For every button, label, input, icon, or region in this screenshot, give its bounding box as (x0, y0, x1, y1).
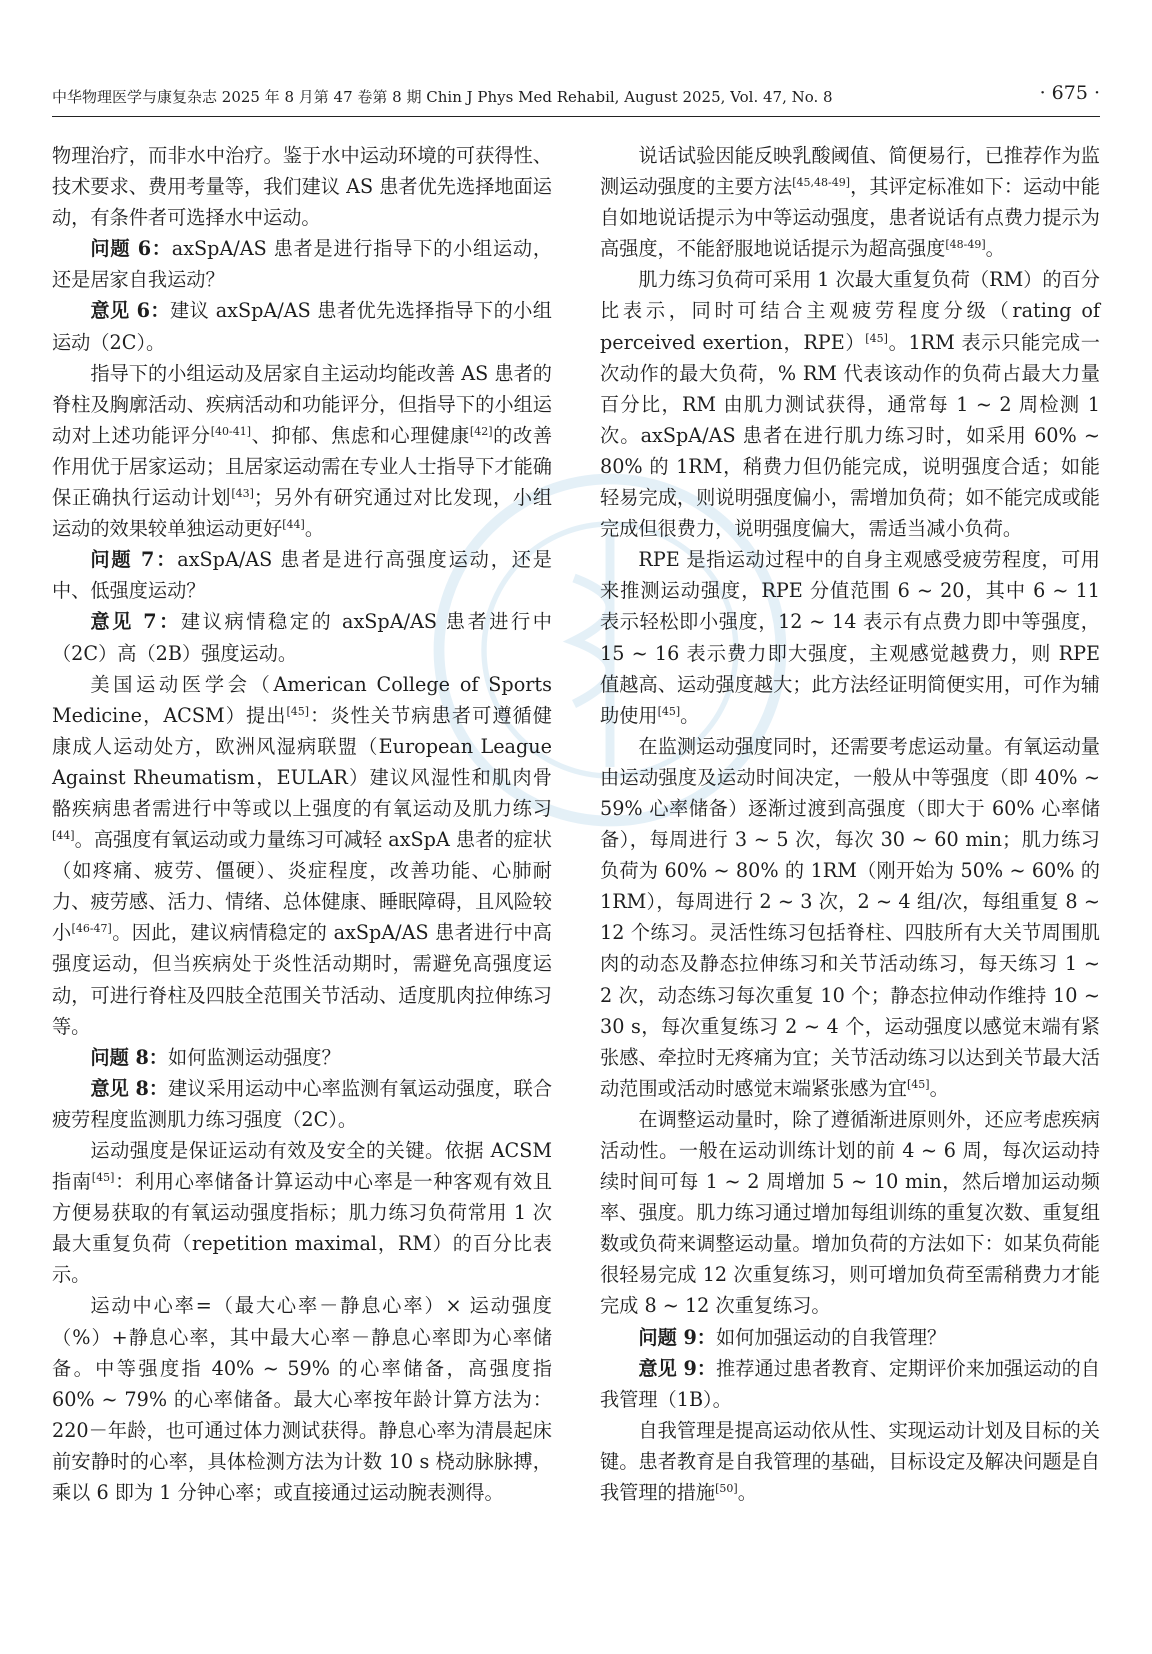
body-paragraph: 美国运动医学会（American College of Sports Medicine，ACSM）提出[45]：炎性关节病患者可遵循健康成人运动处方，欧洲风湿病联盟（European League Against Rheumatism，EULAR）建议风湿性和肌肉骨骼疾病患者需进行中等或以上强度的有氧运动及肌力练习[44]。高强度有氧运动或力量练习可减轻 axSpA 患者的症状（如疼痛、疲劳、僵硬）、炎症程度，改善功能、心肺耐力、疲劳感、活力、情绪、总体健康、睡眠障碍，且风险较小[46-47]。因此，建议病情稳定的 axSpA/AS 患者进行中高强度运动，但当疾病处于炎性活动期时，需避免高强度运动，可进行脊柱及四肢全范围关节活动、适度肌肉拉伸练习等。 (52, 672, 552, 1038)
question-label: 意见 7： (90, 610, 181, 634)
citation-ref: [44] (282, 518, 305, 532)
question-label: 意见 6： (90, 299, 171, 323)
citation-ref: [46-47] (71, 922, 112, 936)
question-opinion-paragraph: 问题 6：axSpA/AS 患者是进行指导下的小组运动，还是居家自我运动？ (52, 237, 553, 292)
body-paragraph: 说话试验因能反映乳酸阈值、简便易行，已推荐作为监测运动强度的主要方法[45,48-49]，其评定标准如下：运动中能自如地说话提示为中等运动强度，患者说话有点费力提示为高强度，不能舒服地说话提示为超高强度[48-49]。 (600, 144, 1101, 261)
citation-ref: [43] (231, 487, 254, 501)
citation-ref: [42] (469, 424, 493, 438)
question-opinion-paragraph: 意见 8：建议采用运动中心率监测有氧运动强度，联合疲劳程度监测肌力练习强度（2C）。 (52, 1076, 553, 1131)
running-header (52, 82, 1100, 117)
question-opinion-paragraph: 问题 8：如何监测运动强度？ (90, 1045, 341, 1069)
body-paragraph: 在监测运动强度同时，还需要考虑运动量。有氧运动量由运动强度及运动时间决定，一般从中等强度（即 40% ~ 59% 心率储备）逐渐过渡到高强度（即大于 60% 心率储备），每周进行 3 ~ 5 次，每次 30 ~ 60 min；肌力练习负荷为 60% ~ 80% 的 1RM（刚开始为 50% ~ 60% 的 1RM），每周进行 2 ~ 3 次，2 ~ 4 组/次，每组重复 8 ~ 12 个练习。灵活性练习包括脊柱、四肢所有大关节周围肌肉的动态及静态拉伸练习和关节活动练习，每天练习 1 ~ 2 次，动态练习每次重复 10 个；静态拉伸动作维持 10 ~ 30 s，每次重复练习 2 ~ 4 个，运动强度以感觉末端有紧张感、牵拉时无疼痛为宜；关节活动练习以达到关节最大活动范围或活动时感觉末端紧张感为宜[45]。 (600, 734, 1100, 1100)
body-paragraph: 运动强度是保证运动有效及安全的关键。依据 ACSM 指南[45]：利用心率储备计算运动中心率是一种客观有效且方便易获取的有氧运动强度指标；肌力练习负荷常用 1 次最大重复负荷（repetition maximal，RM）的百分比表示。 (52, 1139, 553, 1287)
paragraph-continued: 物理治疗，而非水中治疗。鉴于水中运动环境的可获得性、技术要求、费用考量等，我们建议 AS 患者优先选择地面运动，有条件者可选择水中运动。 (52, 144, 552, 230)
body-paragraph: 运动中心率=（最大心率－静息心率）× 运动强度（%）+静息心率，其中最大心率－静息心率即为心率储备。中等强度指 40% ~ 59% 的心率储备，高强度指 60% ~ 79% 的心率储备。最大心率按年龄计算方法为：220－年龄，也可通过体力测试获得。静息心率为清晨起床前安静时的心率，具体检测方法为计数 10 s 桡动脉脉搏，乘以 6 即为 1 分钟心率；或直接通过运动腕表测得。 (52, 1294, 552, 1505)
question-label: 问题 8： (90, 1045, 168, 1069)
citation-ref: [45] (907, 1077, 930, 1091)
question-opinion-paragraph: 问题 9：如何加强运动的自我管理？ (638, 1325, 947, 1349)
question-opinion-paragraph: 意见 7：建议病情稳定的 axSpA/AS 患者进行中（2C）高（2B）强度运动。 (52, 610, 552, 665)
citation-ref: [45] (286, 704, 310, 718)
body-paragraph: RPE 是指运动过程中的自身主观感受疲劳程度，可用来推测运动强度，RPE 分值范围 6 ~ 20，其中 6 ~ 11 表示轻松即小强度，12 ~ 14 表示有点费力即中等强度，15 ~ 16 表示费力即大强度，主观感觉越费力，则 RPE 值越高、运动强度越大；此方法经证明简便实用，可作为辅助使用[45]。 (600, 548, 1100, 727)
body-paragraph: 自我管理是提高运动依从性、实现运动计划及目标的关键。患者教育是自我管理的基础，目标设定及解决问题是自我管理的措施[50]。 (600, 1418, 1100, 1505)
citation-ref: [40-41] (210, 424, 252, 438)
journal-citation: 中华物理医学与康复杂志 2025 年 8 月第 47 卷第 8 期 Chin J Phys Med Rehabil, August 2025, Vol. 47, No. 8 (52, 88, 833, 106)
question-label: 问题 7： (90, 548, 178, 572)
page-number: · 675 · (1039, 82, 1100, 104)
citation-ref: [45] (865, 331, 888, 345)
citation-ref: [50] (715, 1482, 738, 1496)
citation-ref: [45,48-49] (792, 176, 851, 190)
question-opinion-paragraph: 意见 9：推荐通过患者教育、定期评价来加强运动的自我管理（1B）。 (600, 1356, 1101, 1411)
question-opinion-paragraph: 意见 6：建议 axSpA/AS 患者优先选择指导下的小组运动（2C）。 (52, 299, 552, 354)
question-label: 问题 6： (90, 237, 172, 261)
question-label: 问题 9： (638, 1325, 716, 1349)
body-paragraph: 指导下的小组运动及居家自主运动均能改善 AS 患者的脊柱及胸廓活动、疾病活动和功能评分，但指导下的小组运动对上述功能评分[40-41]、抑郁、焦虑和心理健康[42]的改善作用优于居家运动；且居家运动需在专业人士指导下才能确保正确执行运动计划[43]；另外有研究通过对比发现，小组运动的效果较单独运动更好[44]。 (52, 361, 553, 541)
left-column (52, 140, 552, 1508)
citation-ref: [48-49] (945, 238, 986, 252)
right-column (600, 140, 1100, 1508)
question-label: 意见 8： (90, 1076, 169, 1100)
body-paragraph: 肌力练习负荷可采用 1 次最大重复负荷（RM）的百分比表示，同时可结合主观疲劳程度分级（rating of perceived exertion，RPE）[45]。1RM 表示只能完成一次动作的最大负荷，% RM 代表该动作的负荷占最大力量百分比，RM 由肌力测试获得，通常每 1 ~ 2 周检测 1 次。axSpA/AS 患者在进行肌力练习时，如采用 60% ~ 80% 的 1RM，稍费力但仍能完成，说明强度合适；如能轻易完成，则说明强度偏小，需增加负荷；如不能完成或能完成但很费力，说明强度偏大，需适当减小负荷。 (600, 268, 1100, 541)
citation-ref: [44] (52, 829, 75, 843)
question-label: 意见 9： (638, 1356, 717, 1380)
question-opinion-paragraph: 问题 7：axSpA/AS 患者是进行高强度运动，还是中、低强度运动？ (52, 548, 552, 603)
citation-ref: [45] (91, 1171, 115, 1185)
body-paragraph: 在调整运动量时，除了遵循渐进原则外，还应考虑疾病活动性。一般在运动训练计划的前 4 ~ 6 周，每次运动持续时间可每 1 ~ 2 周增加 5 ~ 10 min，然后增加运动频率、强度。肌力练习通过增加每组训练的重复次数、重复组数或负荷来调整运动量。增加负荷的方法如下：如某负荷能很轻易完成 12 次重复练习，则可增加负荷至需稍费力才能完成 8 ~ 12 次重复练习。 (600, 1107, 1100, 1318)
citation-ref: [45] (657, 704, 681, 718)
